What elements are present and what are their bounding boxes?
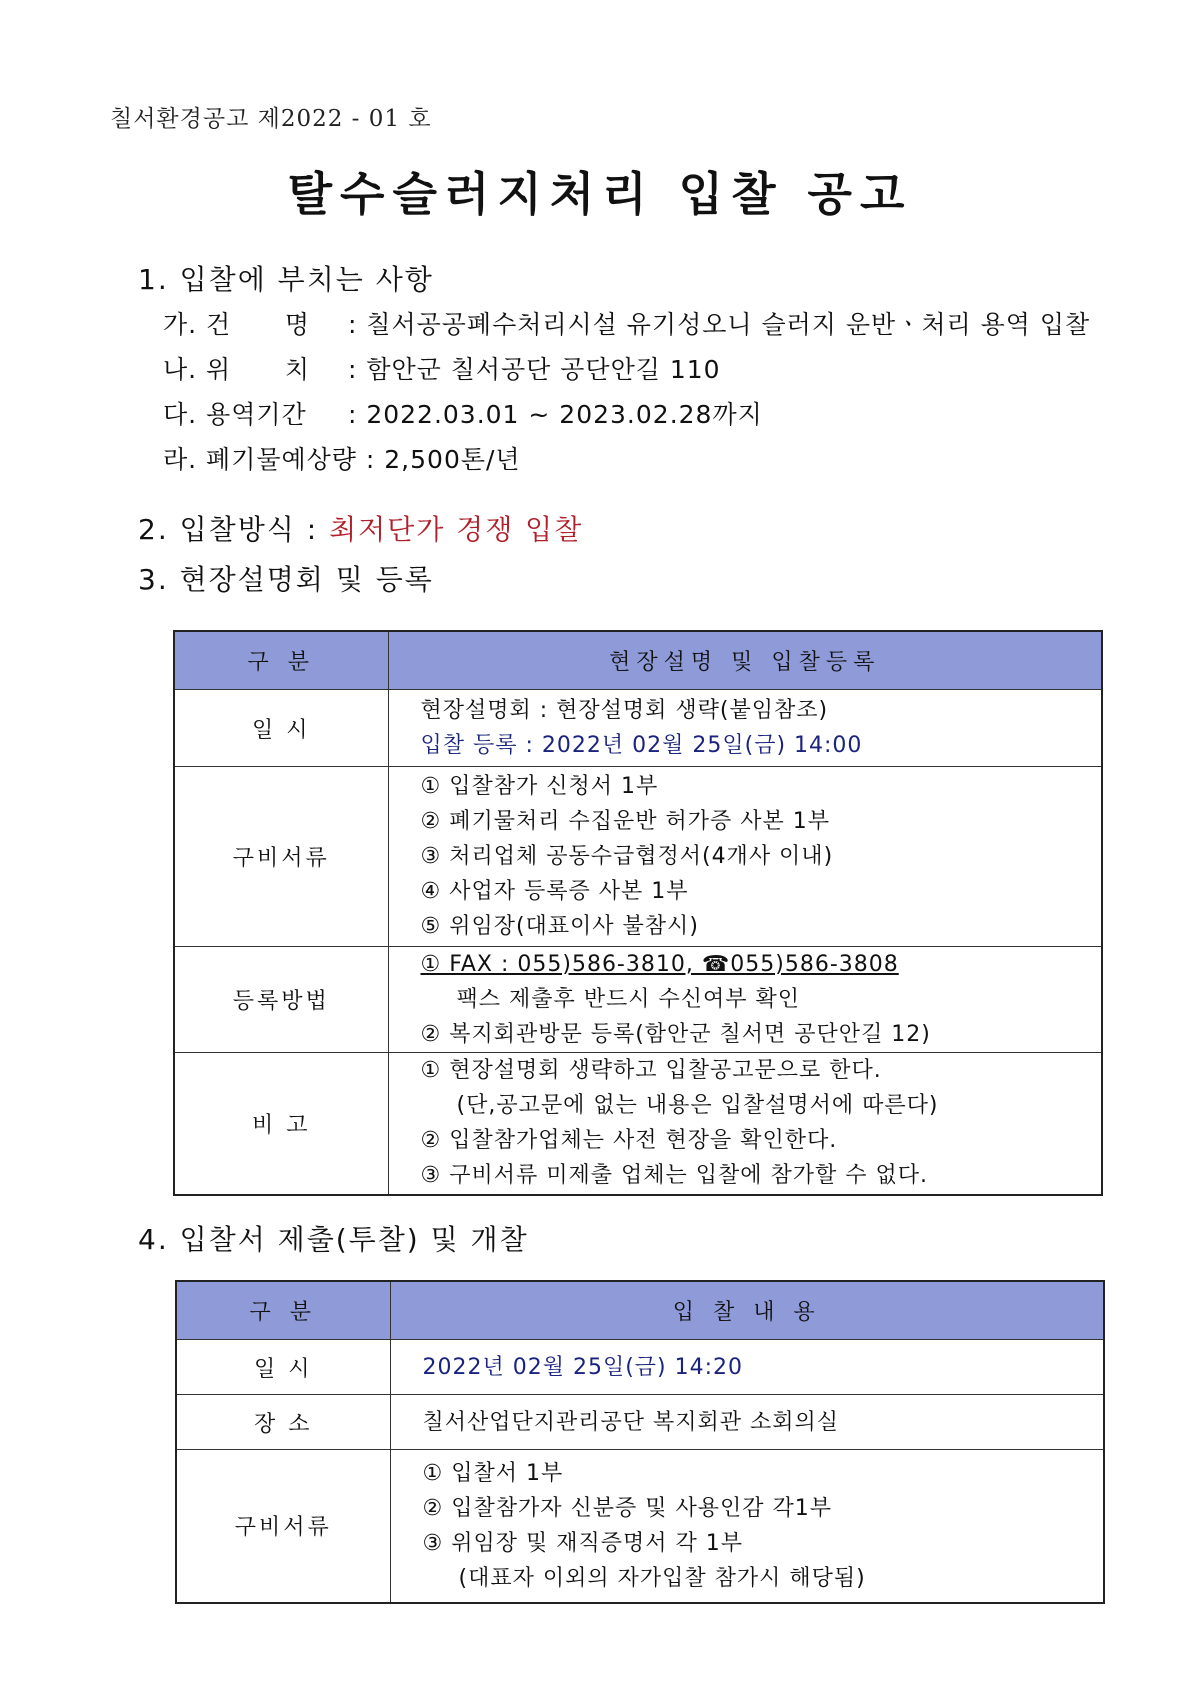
- header-content: 입 찰 내 용: [390, 1281, 1104, 1340]
- table-row: [176, 1340, 1104, 1395]
- item-colon: :: [339, 355, 367, 384]
- content-line: ② 입찰참가자 신분증 및 사용인감 각1부: [422, 1495, 832, 1521]
- bid-submission-table: [175, 1280, 1105, 1604]
- header-category: 구 분: [174, 631, 388, 690]
- briefing-registration-table: [173, 630, 1103, 1196]
- item-label: 나. 위 치: [163, 355, 311, 384]
- table-header-row: [176, 1281, 1104, 1340]
- section3-heading: 3. 현장설명회 및 등록: [138, 563, 434, 596]
- item-label: 가. 건 명: [163, 310, 311, 339]
- row-label: 비 고: [174, 1053, 388, 1195]
- item-colon: :: [339, 310, 367, 339]
- table-row: [174, 690, 1102, 767]
- content-line: (단,공고문에 없는 내용은 입찰설명서에 따른다): [456, 1093, 939, 1119]
- row-content: [388, 947, 1102, 1053]
- content-line: ③ 위임장 및 재직증명서 각 1부: [422, 1530, 743, 1556]
- section1-heading: 1. 입찰에 부치는 사항: [138, 263, 434, 296]
- row-content: [390, 1450, 1104, 1603]
- content-line: ④ 사업자 등록증 사본 1부: [420, 879, 689, 904]
- content-line: (대표자 이외의 자가입찰 참가시 해당됨): [458, 1565, 866, 1591]
- content-line: ② 복지회관방문 등록(함안군 칠서면 공단안길 12): [420, 1022, 931, 1047]
- table-row: [174, 1053, 1102, 1195]
- content-line: ① 현장설명회 생략하고 입찰공고문으로 한다.: [420, 1058, 882, 1084]
- content-line: ② 폐기물처리 수집운반 허가증 사본 1부: [420, 809, 830, 834]
- row-label: 등록방법: [174, 947, 388, 1053]
- content-line: ① 입찰참가 신청서 1부: [420, 774, 659, 799]
- row-content: [390, 1395, 1104, 1450]
- content-line: ⑤ 위임장(대표이사 불참시): [420, 914, 699, 939]
- item-colon: :: [339, 400, 367, 429]
- content-line: ① 입찰서 1부: [422, 1460, 564, 1486]
- section1-item-location: [163, 350, 721, 386]
- item-value: 함안군 칠서공단 공단안길 110: [366, 355, 721, 384]
- item-value: 2022.03.01 ~ 2023.02.28까지: [366, 400, 763, 429]
- section2-label: 2. 입찰방식 :: [138, 513, 319, 546]
- table-row: [174, 947, 1102, 1053]
- content-line: ③ 구비서류 미제출 업체는 입찰에 참가할 수 없다.: [420, 1163, 928, 1189]
- header-category: 구 분: [176, 1281, 390, 1340]
- section1-item-waste: [163, 440, 521, 476]
- section2-heading: [138, 508, 583, 548]
- notice-number: 칠서환경공고 제2022 - 01 호: [110, 106, 432, 132]
- item-label: 라. 폐기물예상량: [163, 445, 357, 474]
- row-content: [388, 690, 1102, 767]
- row-label: 구비서류: [174, 767, 388, 947]
- table-row: [176, 1450, 1104, 1603]
- content-line: ② 입찰참가업체는 사전 현장을 확인한다.: [420, 1128, 838, 1154]
- item-label: 다. 용역기간: [163, 400, 307, 429]
- content-line: 2022년 02월 25일(금) 14:20: [422, 1354, 744, 1380]
- table-header-row: [174, 631, 1102, 690]
- item-value: 2,500톤/년: [384, 445, 521, 474]
- content-line: 현장설명회 : 현장설명회 생략(붙임참조): [420, 698, 829, 723]
- row-content: [390, 1340, 1104, 1395]
- document-title: 탈수슬러지처리 입찰 공고: [287, 167, 913, 221]
- row-content: [388, 1053, 1102, 1195]
- section1-item-name: [163, 305, 1090, 341]
- content-line: ③ 처리업체 공동수급협정서(4개사 이내): [420, 844, 834, 869]
- content-line: 입찰 등록 : 2022년 02월 25일(금) 14:00: [420, 733, 863, 758]
- content-line: 팩스 제출후 반드시 수신여부 확인: [456, 987, 801, 1012]
- content-line: 칠서산업단지관리공단 복지회관 소회의실: [422, 1409, 840, 1435]
- row-label: 일 시: [174, 690, 388, 767]
- bid-method: 최저단가 경쟁 입찰: [329, 513, 584, 546]
- section4-heading: 4. 입찰서 제출(투찰) 및 개찰: [138, 1223, 529, 1256]
- header-content: 현장설명 및 입찰등록: [388, 631, 1102, 690]
- table-row: [176, 1395, 1104, 1450]
- row-content: [388, 767, 1102, 947]
- fax-phone-line: ① FAX : 055)586-3810, ☎055)586-3808: [420, 952, 899, 977]
- row-label: 장 소: [176, 1395, 390, 1450]
- item-value: 칠서공공폐수처리시설 유기성오니 슬러지 운반ㆍ처리 용역 입찰: [366, 310, 1091, 339]
- row-label: 구비서류: [176, 1450, 390, 1603]
- row-label: 일 시: [176, 1340, 390, 1395]
- table-row: [174, 767, 1102, 947]
- section1-item-period: [163, 395, 763, 431]
- item-colon: :: [356, 445, 385, 474]
